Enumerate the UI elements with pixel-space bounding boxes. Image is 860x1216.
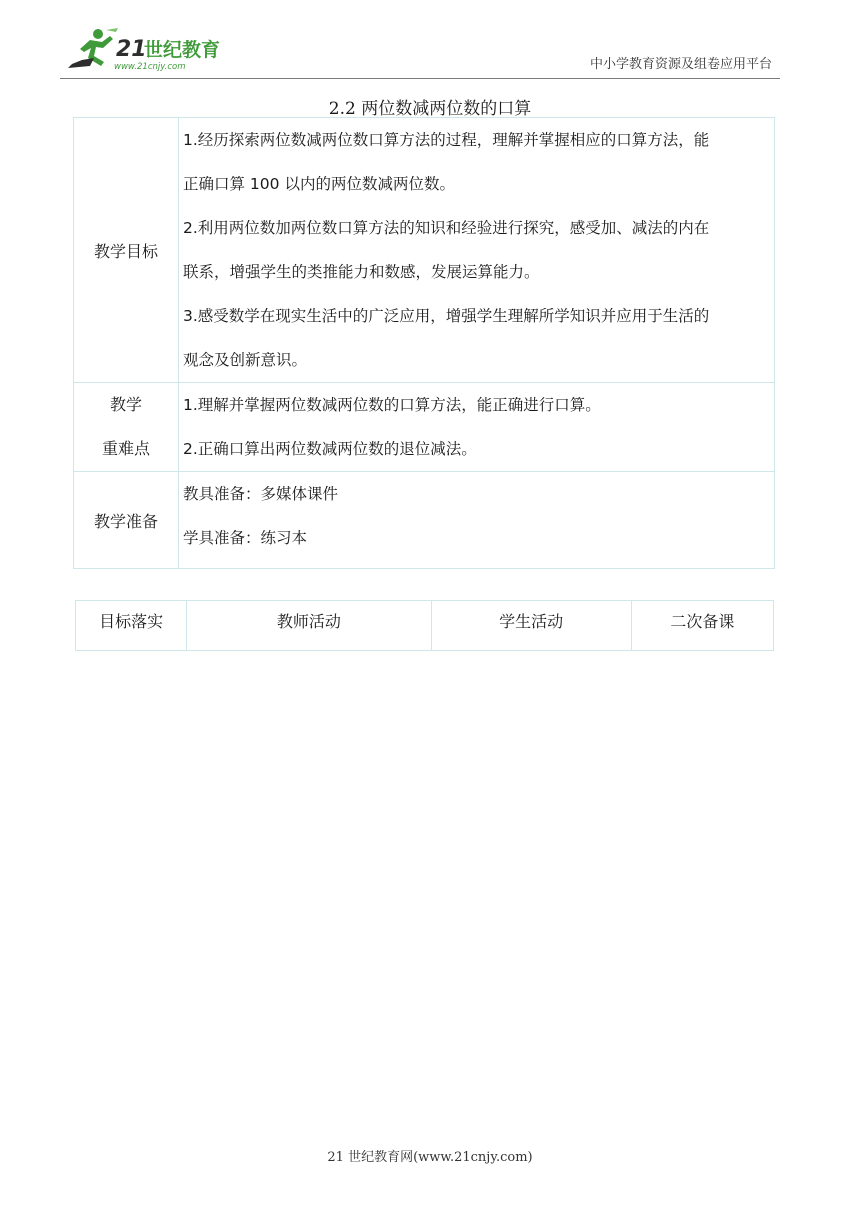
- keypoints-content: [179, 383, 775, 472]
- prep-line: 学具准备：练习本: [183, 529, 308, 547]
- column-header: 目标落实: [76, 601, 187, 651]
- goals-line: 3.感受数学在现实生活中的广泛应用，增强学生理解所学知识并应用于生活的: [183, 307, 710, 325]
- prep-content: [179, 472, 775, 569]
- activity-header-row: [76, 601, 774, 651]
- svg-text:世纪教育: 世纪教育: [144, 39, 221, 61]
- keypoints-row: [74, 383, 775, 472]
- goals-line: 2.利用两位数加两位数口算方法的知识和经验进行探究，感受加、减法的内在: [183, 219, 710, 237]
- goals-label: 教学目标: [74, 118, 179, 383]
- column-header: 学生活动: [431, 601, 631, 651]
- keypoints-line: 2.正确口算出两位数减两位数的退位减法。: [183, 440, 477, 458]
- prep-row: [74, 472, 775, 569]
- activity-table: [75, 600, 774, 651]
- goals-row: [74, 118, 775, 383]
- goals-line: 观念及创新意识。: [183, 351, 308, 369]
- column-header: 二次备课: [631, 601, 773, 651]
- goals-line: 正确口算 100 以内的两位数减两位数。: [183, 175, 455, 193]
- runner-logo-icon: [60, 26, 230, 72]
- header-divider: [60, 78, 780, 79]
- goals-line: 联系，增强学生的类推能力和数感，发展运算能力。: [183, 263, 540, 281]
- platform-name: 中小学教育资源及组卷应用平台: [589, 57, 772, 72]
- keypoints-label-line1: 教学: [109, 395, 142, 414]
- prep-label: 教学准备: [74, 472, 179, 569]
- page-title: 2.2 两位数减两位数的口算: [328, 99, 532, 119]
- keypoints-line: 1.理解并掌握两位数减两位数的口算方法，能正确进行口算。: [183, 396, 601, 414]
- svg-text:www.21cnjy.com: www.21cnjy.com: [114, 62, 186, 72]
- page-header: [60, 26, 780, 76]
- prep-line: 教具准备：多媒体课件: [183, 485, 339, 503]
- page-footer: 21 世纪教育网(www.21cnjy.com): [327, 1150, 533, 1165]
- column-header: 教师活动: [187, 601, 431, 651]
- keypoints-label-line2: 重难点: [101, 439, 150, 458]
- svg-text:21: 21: [116, 37, 147, 62]
- goals-line: 1.经历探索两位数减两位数口算方法的过程，理解并掌握相应的口算方法，能: [183, 131, 710, 149]
- goals-content: [179, 118, 775, 383]
- keypoints-label: [74, 383, 179, 472]
- lesson-plan-table: [73, 117, 775, 569]
- logo: [60, 26, 230, 72]
